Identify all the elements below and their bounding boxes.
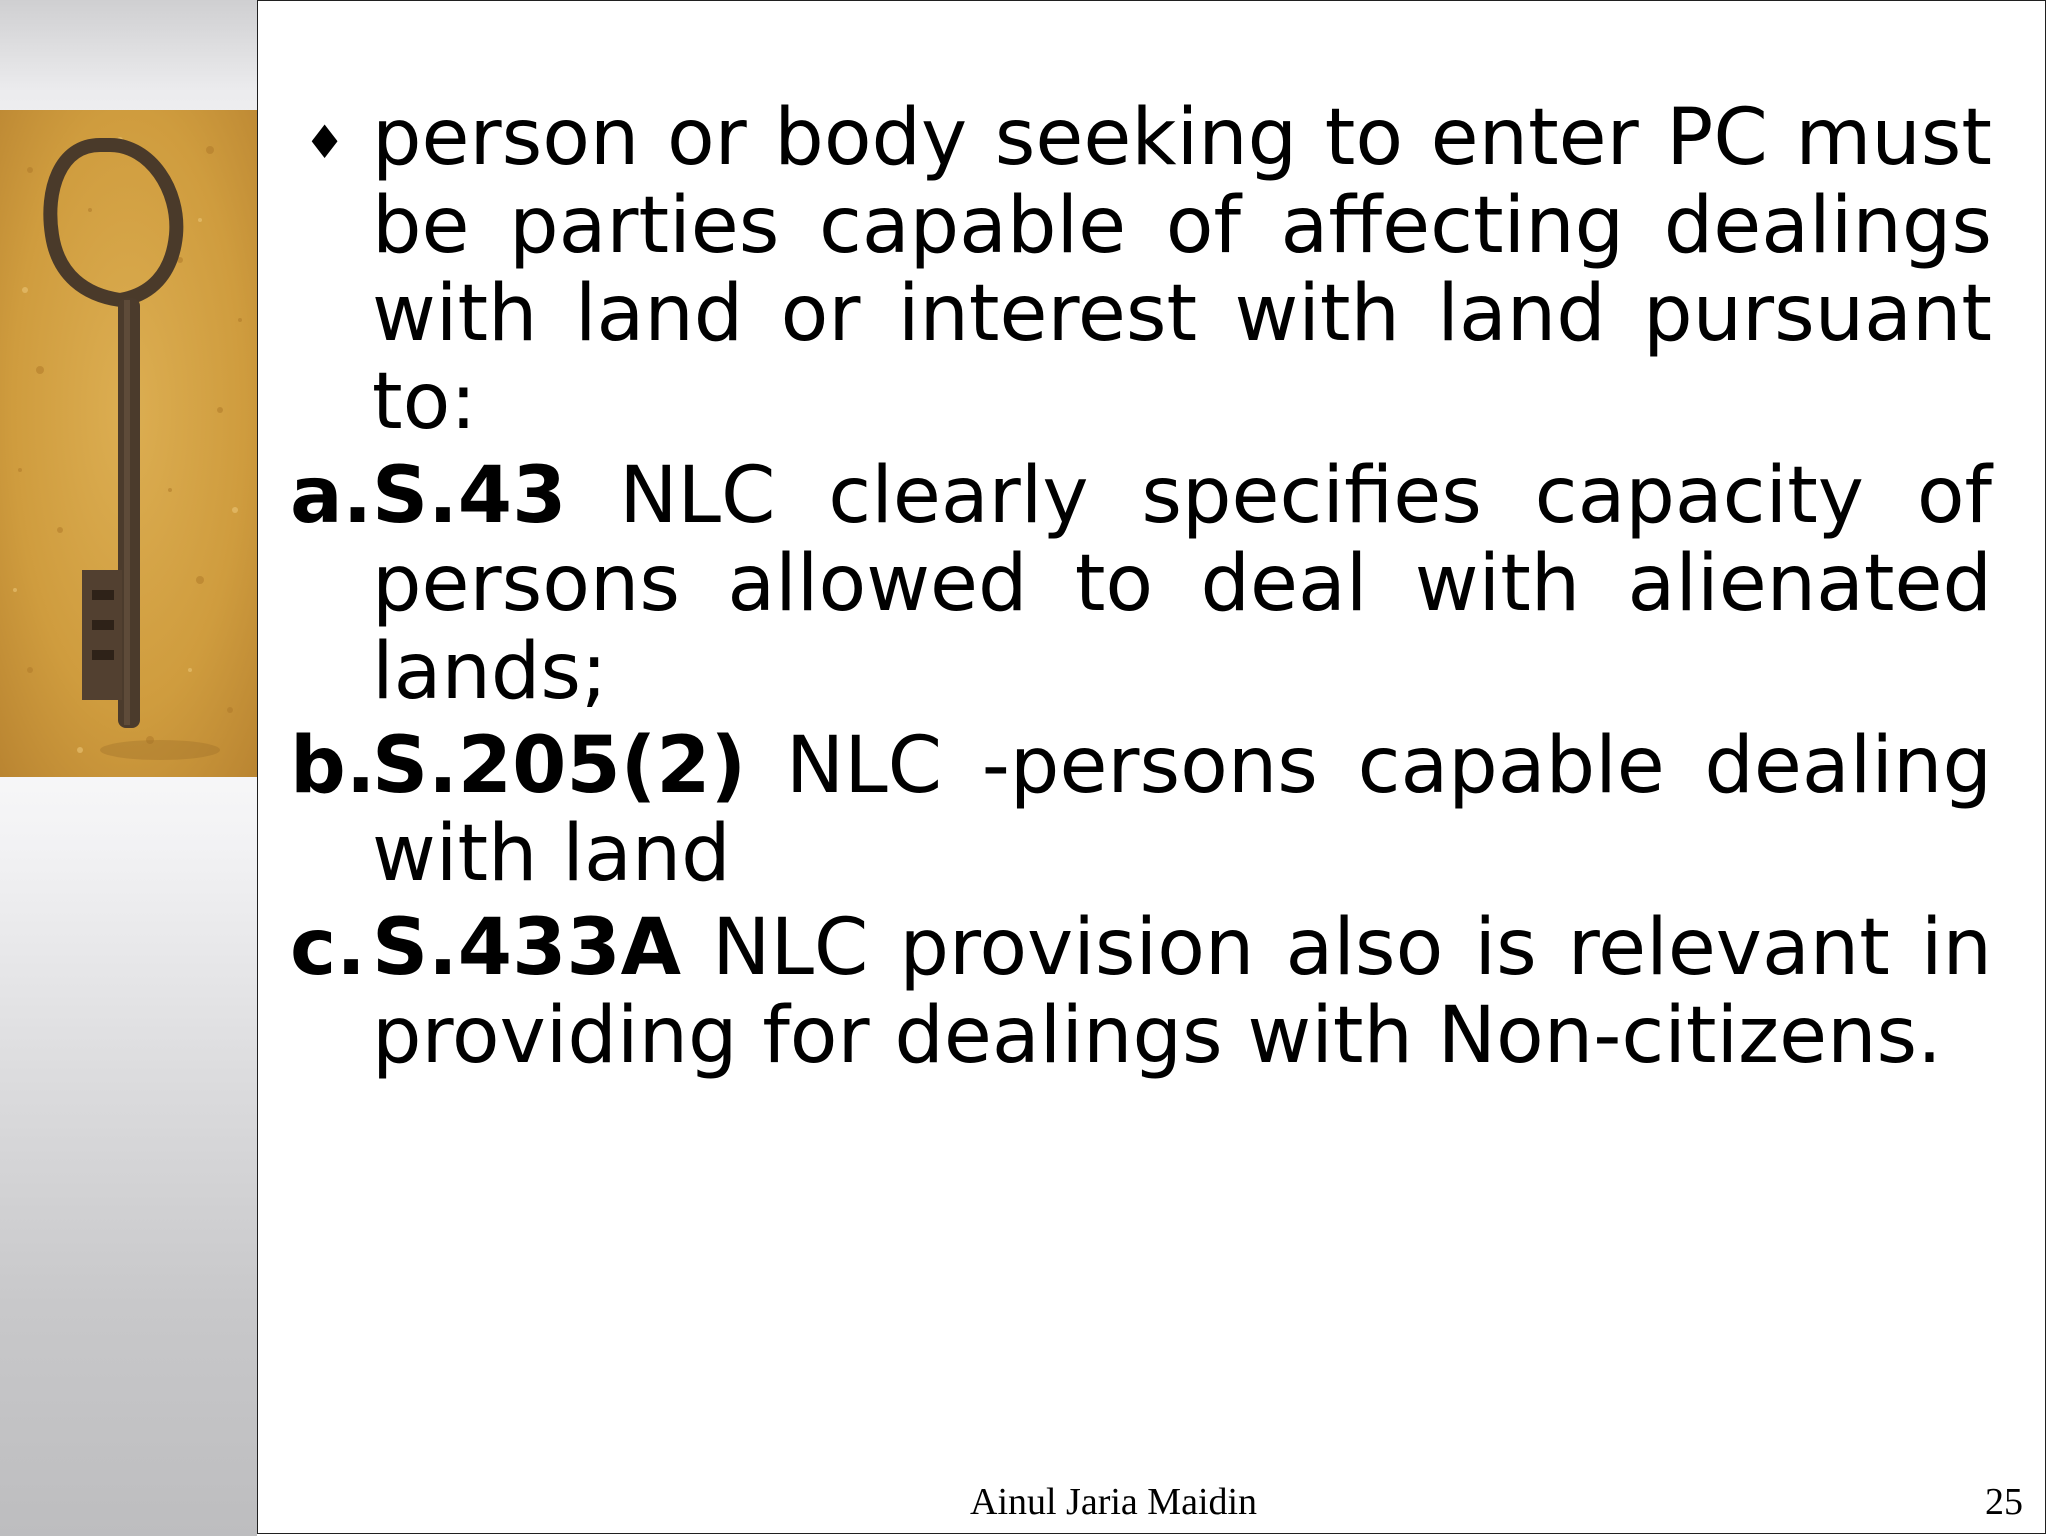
footer-author: Ainul Jaria Maidin [970,1481,1258,1523]
list-marker-b: b. [290,721,376,811]
section-ref-s43: S.43 [372,451,567,541]
list-item-text-b: NLC -persons capable dealing with land [372,721,1992,899]
page-number: 25 [1985,1481,2023,1523]
intro-text: person or body seeking to enter PC must be parties capable of affecting dealings with land or interest with land pursuant to: [372,93,1992,447]
list-item-a [290,452,1992,716]
section-ref-s205: S.205(2) [372,721,747,811]
list-item-text-a: NLC clearly specifies capacity of persons allowed to deal with alienated lands; [372,451,1992,717]
intro-bullet [290,94,1992,446]
list-marker-c: c. [290,903,366,993]
key-image [0,110,257,777]
section-ref-s433a: S.433A [372,903,681,993]
list-item-text-c: NLC provision also is relevant in providing for dealings with Non-citizens. [372,903,1992,1081]
list-item-b [290,722,1992,898]
diamond-bullet-icon: ♦ [304,115,346,169]
list-item-c [290,904,1992,1080]
slide-content [290,94,1992,1086]
list-marker-a: a. [290,451,373,541]
